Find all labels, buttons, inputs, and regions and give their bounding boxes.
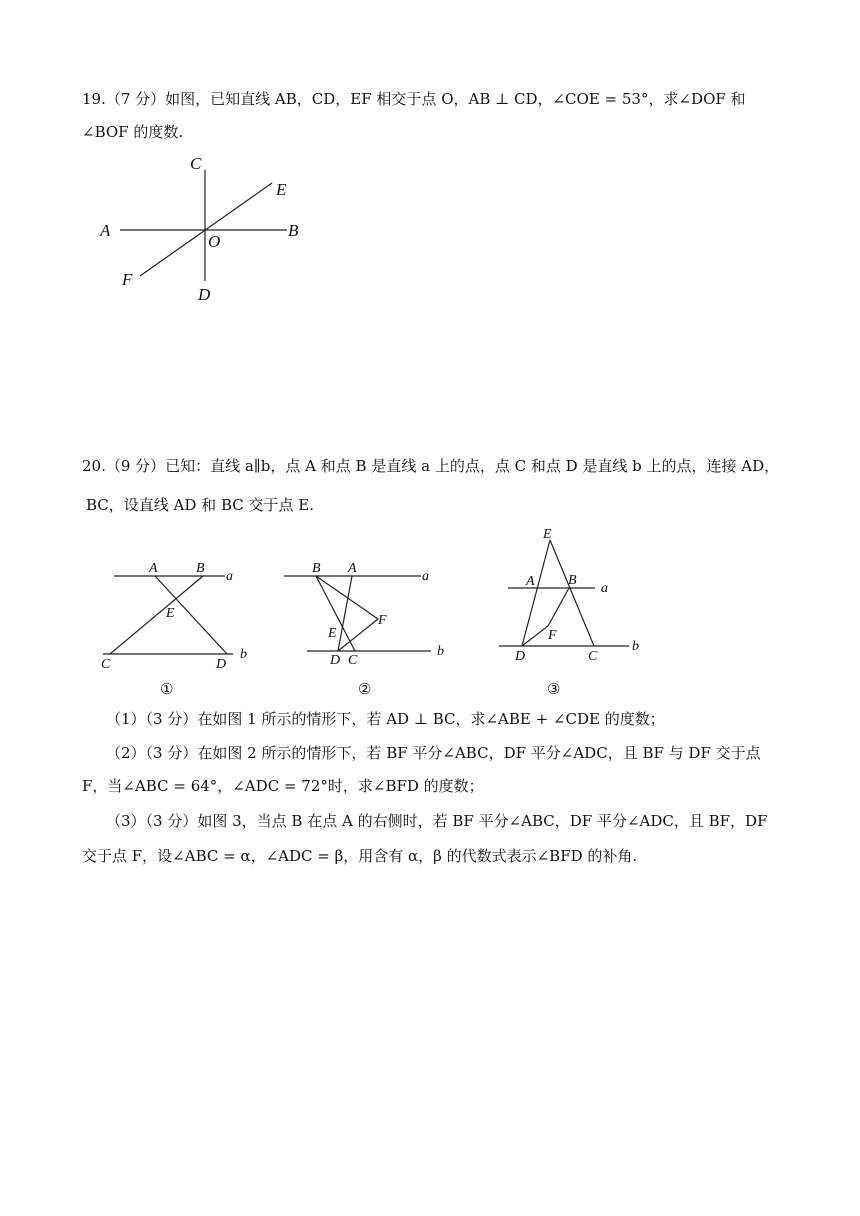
figure-1-caption: ① (160, 680, 174, 698)
label-line-b: b (437, 644, 444, 659)
label-a: A (100, 221, 111, 240)
label-d: D (216, 657, 227, 672)
segment-ec (550, 540, 594, 646)
q20-part-3-line-1: （3）（3 分）如图 3，当点 B 在点 A 的右侧时，若 BF 平分∠ABC，DF 平分∠ADC，且 BF，DF (106, 812, 768, 830)
q20-part-2-line-1: （2）（3 分）在如图 2 所示的情形下，若 BF 平分∠ABC，DF 平分∠ADC，且 BF 与 DF 交于点 (106, 744, 761, 762)
label-line-a: a (226, 569, 233, 584)
segment-bc (110, 576, 203, 654)
figure-3-caption: ③ (547, 680, 561, 698)
label-e: E (276, 180, 287, 199)
label-e: E (166, 606, 175, 621)
q20-line-1: 20.（9 分）已知：直线 a∥b，点 A 和点 B 是直线 a 上的点，点 C 和点 D 是直线 b 上的点，连接 AD， (82, 457, 780, 475)
label-e: E (543, 527, 552, 542)
label-c: C (190, 154, 202, 173)
q20-figure-2 (280, 556, 455, 676)
q19-figure (90, 150, 320, 310)
label-e: E (328, 626, 337, 641)
q20-figure-1 (95, 556, 265, 676)
q19-line-1: 19.（7 分）如图，已知直线 AB，CD，EF 相交于点 O，AB ⊥ CD，∠COE = 53°，求∠DOF 和 (82, 90, 746, 108)
figure-2-caption: ② (358, 680, 372, 698)
segment-ad (338, 576, 352, 651)
label-a: A (348, 561, 357, 576)
q20-line-2: BC，设直线 AD 和 BC 交于点 E. (86, 496, 314, 514)
label-c: C (588, 649, 598, 664)
q20-part-2-line-2: F，当∠ABC = 64°，∠ADC = 72°时，求∠BFD 的度数； (82, 777, 484, 795)
q20-part-1: （1）（3 分）在如图 1 所示的情形下，若 AD ⊥ BC，求∠ABE + ∠CDE 的度数； (106, 710, 665, 728)
label-b: B (196, 561, 205, 576)
label-a: A (149, 561, 158, 576)
label-d: D (198, 285, 211, 304)
label-c: C (101, 657, 111, 672)
path-bfd (316, 576, 378, 651)
label-f: F (122, 270, 133, 289)
label-line-b: b (632, 639, 639, 654)
q20-figure-3 (495, 522, 655, 672)
label-line-b: b (240, 647, 247, 662)
segment-ed (522, 540, 550, 646)
label-line-a: a (422, 569, 429, 584)
label-b: B (288, 221, 299, 240)
label-b: B (312, 561, 321, 576)
q20-part-3-line-2: 交于点 F，设∠ABC = α，∠ADC = β，用含有 α，β 的代数式表示∠BFD 的补角. (82, 847, 638, 865)
label-o: O (208, 232, 221, 251)
label-d: D (330, 653, 341, 668)
label-a: A (526, 574, 535, 589)
label-d: D (515, 649, 526, 664)
label-f: F (548, 628, 557, 643)
q19-line-2: ∠BOF 的度数. (82, 123, 184, 141)
label-line-a: a (601, 581, 608, 596)
label-f: F (378, 613, 387, 628)
label-c: C (348, 653, 358, 668)
label-b: B (568, 573, 577, 588)
